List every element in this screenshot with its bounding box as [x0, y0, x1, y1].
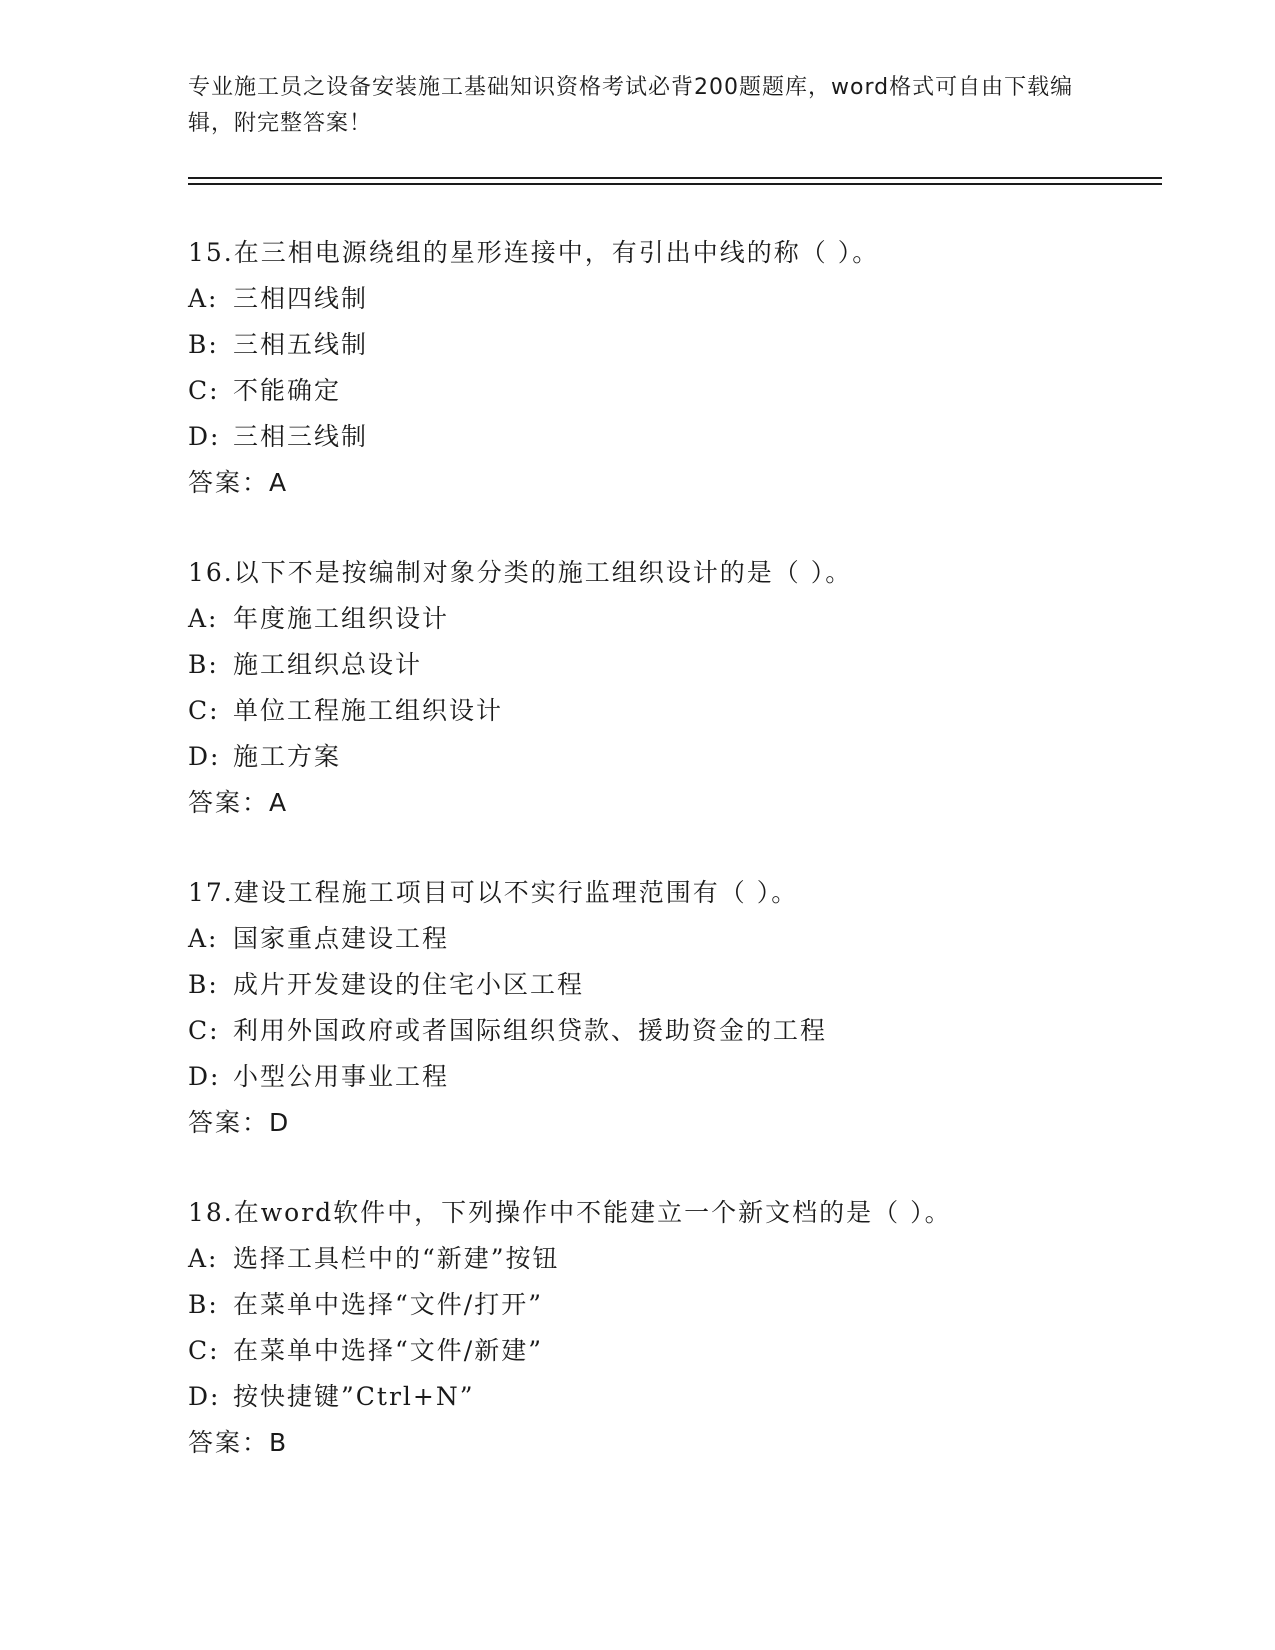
option-text: 施工方案	[233, 742, 342, 771]
option-letter: D:	[188, 422, 221, 451]
answer-line: 答案：A	[188, 788, 289, 817]
option-c	[188, 1008, 1168, 1054]
question-stem: 17.建设工程施工项目可以不实行监理范围有（ ）。	[188, 878, 799, 907]
option-text: 选择工具栏中的“新建”按钮	[233, 1244, 560, 1273]
option-letter: A:	[188, 284, 219, 313]
option-a	[188, 1236, 1168, 1282]
option-b	[188, 322, 1168, 368]
option-text: 年度施工组织设计	[233, 604, 450, 633]
option-letter: B:	[188, 330, 219, 359]
option-d	[188, 1374, 1168, 1420]
question-stem: 15.在三相电源绕组的星形连接中，有引出中线的称（ ）。	[188, 238, 880, 267]
option-letter: B:	[188, 970, 219, 999]
option-b	[188, 642, 1168, 688]
option-a	[188, 276, 1168, 322]
option-letter: A:	[188, 1244, 219, 1273]
answer-line: 答案：D	[188, 1108, 291, 1137]
option-text: 三相三线制	[233, 422, 369, 451]
option-a	[188, 916, 1168, 962]
option-letter: B:	[188, 650, 219, 679]
option-letter: C:	[188, 1016, 220, 1045]
option-text: 在菜单中选择“文件/新建”	[233, 1336, 543, 1365]
option-text: 施工组织总设计	[233, 650, 423, 679]
question-stem: 16.以下不是按编制对象分类的施工组织设计的是（ ）。	[188, 558, 853, 587]
option-a	[188, 596, 1168, 642]
question-15	[188, 230, 1168, 506]
option-text: 在菜单中选择“文件/打开”	[233, 1290, 543, 1319]
option-letter: C:	[188, 1336, 220, 1365]
option-text: 国家重点建设工程	[233, 924, 450, 953]
option-c	[188, 368, 1168, 414]
question-16	[188, 550, 1168, 826]
option-text: 三相五线制	[233, 330, 369, 359]
option-letter: D:	[188, 742, 221, 771]
option-text: 成片开发建设的住宅小区工程	[233, 970, 585, 999]
option-letter: B:	[188, 1290, 219, 1319]
option-d	[188, 1054, 1168, 1100]
option-letter: D:	[188, 1062, 221, 1091]
option-letter: D:	[188, 1382, 221, 1411]
option-text: 按快捷键”Ctrl+N”	[233, 1382, 475, 1411]
option-c	[188, 1328, 1168, 1374]
option-letter: C:	[188, 696, 220, 725]
option-text: 不能确定	[233, 376, 342, 405]
option-b	[188, 962, 1168, 1008]
header-divider-bottom	[188, 183, 1162, 185]
question-17	[188, 870, 1168, 1146]
document-header: 专业施工员之设备安装施工基础知识资格考试必背200题题库，word格式可自由下载编辑，附完整答案！	[188, 75, 1074, 136]
option-text: 三相四线制	[233, 284, 369, 313]
option-text: 小型公用事业工程	[233, 1062, 450, 1091]
header-divider-top	[188, 177, 1162, 179]
option-d	[188, 414, 1168, 460]
answer-line: 答案：A	[188, 468, 289, 497]
option-b	[188, 1282, 1168, 1328]
option-letter: A:	[188, 604, 219, 633]
question-18	[188, 1190, 1168, 1466]
answer-line: 答案：B	[188, 1428, 289, 1457]
question-stem: 18.在word软件中，下列操作中不能建立一个新文档的是（ ）。	[188, 1198, 952, 1227]
option-text: 利用外国政府或者国际组织贷款、援助资金的工程	[233, 1016, 828, 1045]
option-letter: A:	[188, 924, 219, 953]
option-text: 单位工程施工组织设计	[233, 696, 504, 725]
option-d	[188, 734, 1168, 780]
option-c	[188, 688, 1168, 734]
option-letter: C:	[188, 376, 220, 405]
